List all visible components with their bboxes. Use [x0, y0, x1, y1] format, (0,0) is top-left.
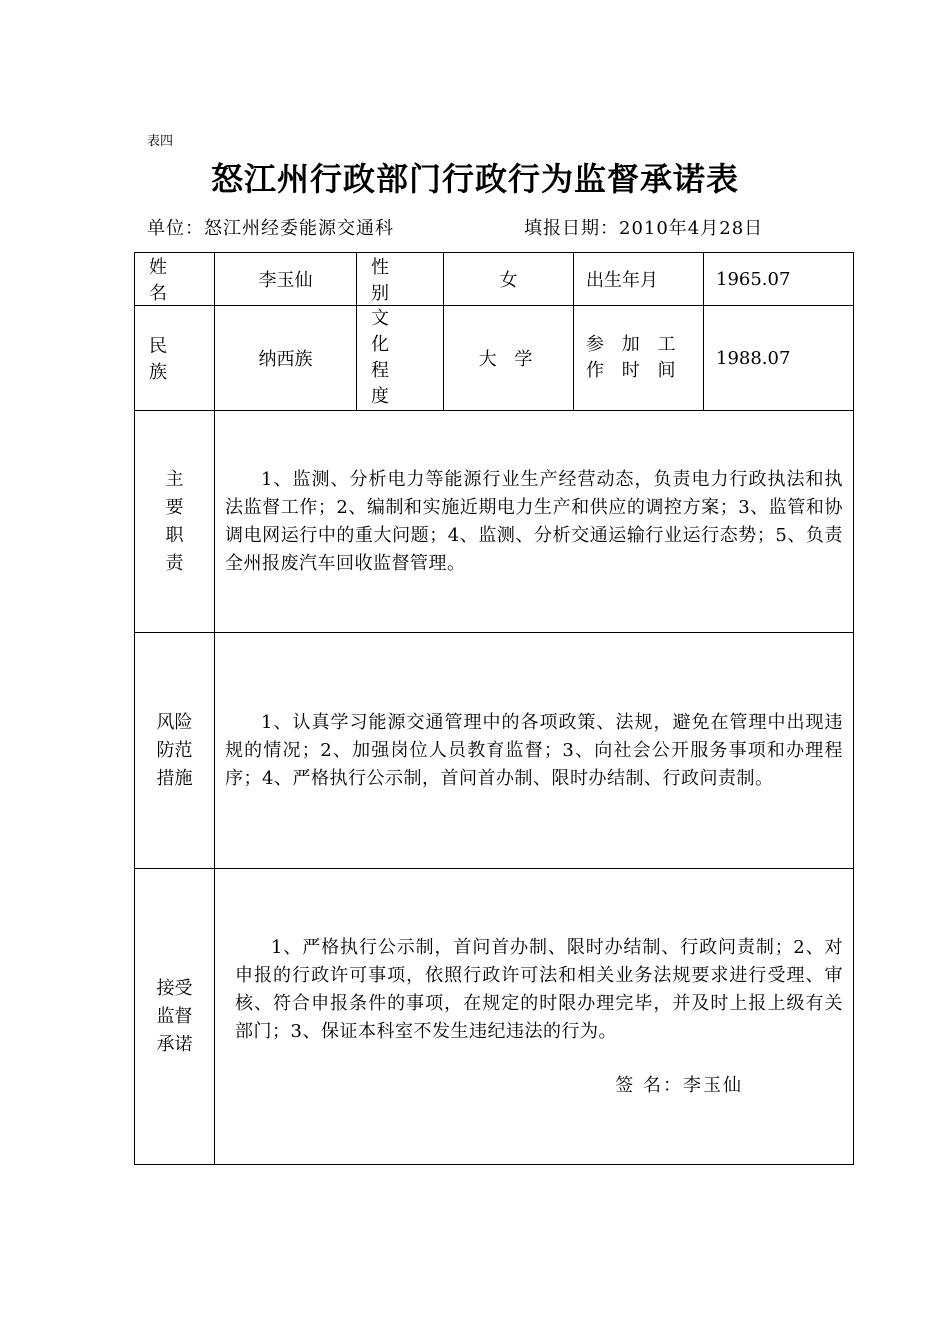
duties-label-char: 责	[165, 552, 184, 574]
work-start-label	[574, 306, 704, 411]
education-label-line-2: 程 度	[371, 360, 403, 407]
duties-label	[135, 411, 215, 633]
education-label-line-1: 文 化	[371, 308, 403, 355]
education-value: 大 学	[444, 306, 574, 411]
commitment-label-line: 接受	[156, 977, 193, 999]
gender-label: 性 别	[357, 253, 444, 306]
birth-label: 出生年月	[574, 253, 704, 306]
duties-text: 1、监测、分析电力等能源行业生产经营动态，负责电力行政执法和执法监督工作；2、编制和实施近期电力生产和供应的调控方案；3、监管和协调电网运行中的重大问题；4、监测、分析交通运输行业运行态势；5、负责全州报废汽车回收监督管理。	[215, 411, 854, 633]
table-label: 表四	[147, 134, 174, 149]
basic-info-row-1	[135, 253, 854, 306]
duties-row	[135, 411, 854, 633]
unit-line: 单位：怒江州经委能源交通科	[147, 218, 394, 239]
gender-value: 女	[444, 253, 574, 306]
ethnicity-value: 纳西族	[215, 306, 357, 411]
work-start-label-line-2: 作 时 间	[586, 360, 682, 381]
education-label	[357, 306, 444, 411]
report-date-line: 填报日期：2010年4月28日	[524, 218, 764, 239]
risk-label	[135, 633, 215, 869]
risk-row	[135, 633, 854, 869]
commitment-label-line: 监督	[156, 1005, 193, 1027]
commitment-cell	[215, 869, 854, 1165]
signature: 签 名：李玉仙	[615, 1074, 743, 1096]
duties-label-char: 职	[165, 524, 184, 546]
risk-label-line: 风险	[156, 711, 193, 733]
commitment-row	[135, 869, 854, 1165]
risk-text: 1、认真学习能源交通管理中的各项政策、法规，避免在管理中出现违规的情况；2、加强岗位人员教育监督；3、向社会公开服务事项和办理程序；4、严格执行公示制，首问首办制、限时办结制、行政问责制。	[215, 633, 854, 869]
basic-info-row-2	[135, 306, 854, 411]
commitment-label	[135, 869, 215, 1165]
commitment-form-table	[134, 252, 854, 1165]
commitment-text: 1、严格执行公示制，首问首办制、限时办结制、行政问责制；2、对申报的行政许可事项，依照行政许可法和相关业务法规要求进行受理、审核、符合申报条件的事项，在规定的时限办理完毕，并及时上报上级有关部门；3、保证本科室不发生违纪违法的行为。	[235, 936, 843, 1042]
duties-label-char: 主	[165, 468, 184, 490]
commitment-label-line: 承诺	[156, 1033, 193, 1055]
duties-label-char: 要	[165, 496, 184, 518]
work-start-label-line-1: 参 加 工	[586, 334, 682, 355]
risk-label-line: 措施	[156, 767, 193, 789]
birth-value: 1965.07	[704, 253, 854, 306]
document-title: 怒江州行政部门行政行为监督承诺表	[210, 160, 739, 198]
risk-label-line: 防范	[156, 739, 193, 761]
work-start-value: 1988.07	[704, 306, 854, 411]
ethnicity-label: 民 族	[135, 306, 215, 411]
name-label: 姓 名	[135, 253, 215, 306]
name-value: 李玉仙	[215, 253, 357, 306]
